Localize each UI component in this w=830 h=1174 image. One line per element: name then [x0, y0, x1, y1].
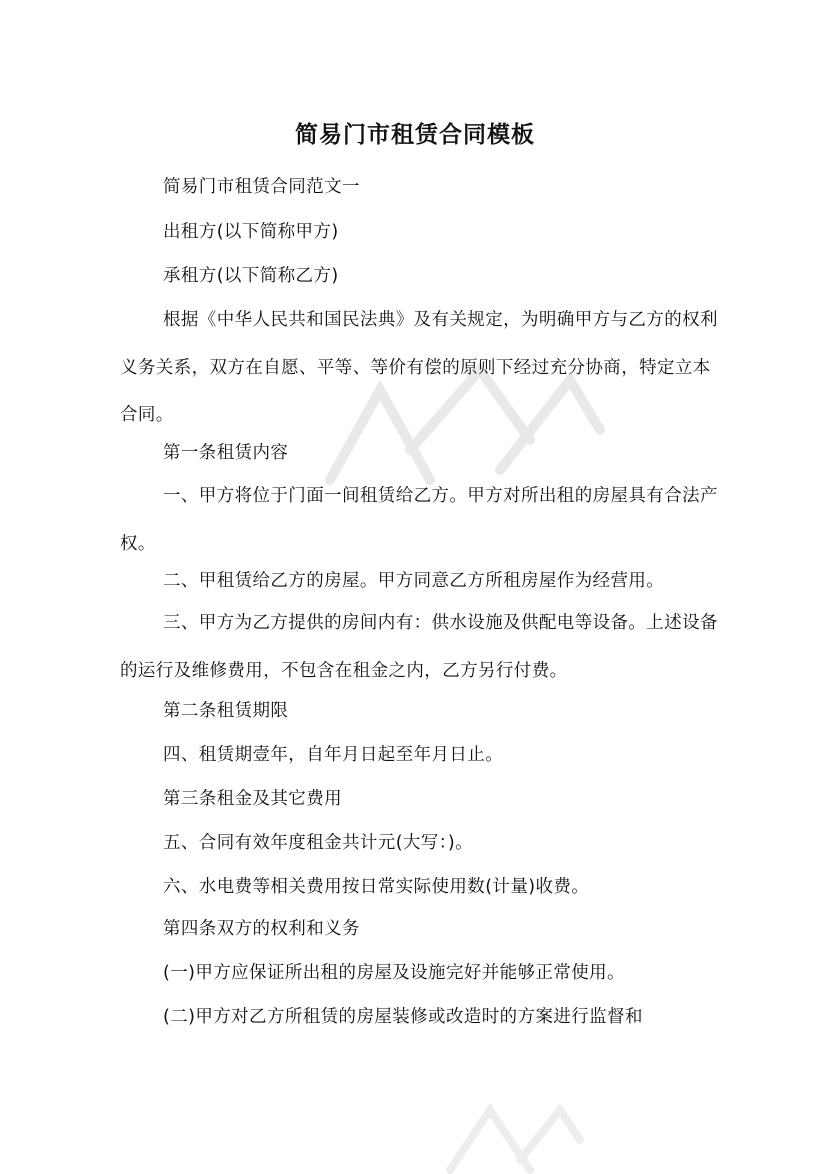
document-title: 简易门市租赁合同模板	[295, 122, 535, 148]
paragraph-obligation-1: (一)甲方应保证所出租的房屋及设施完好并能够正常使用。	[163, 963, 625, 983]
paragraph-clause-6: 六、水电费等相关费用按日常实际使用数(计量)收费。	[163, 877, 590, 897]
paragraph-clause-2: 二、甲租赁给乙方的房屋。甲方同意乙方所租房屋作为经营用。	[163, 571, 665, 591]
paragraph-article-1: 第一条租赁内容	[163, 443, 289, 463]
paragraph-article-2: 第二条租赁期限	[163, 701, 289, 721]
paragraph-preamble: 根据《中华人民共和国民法典》及有关规定，为明确甲方与乙方的权利义务关系，双方在自愿、平等、等价有偿的原则下经过充分协商，特定立本合同。	[120, 310, 718, 425]
paragraph-obligation-2: (二)甲方对乙方所租赁的房屋装修或改造时的方案进行监督和	[163, 1007, 643, 1027]
paragraph-lessee: 承租方(以下简称乙方)	[163, 266, 339, 286]
paragraph-clause-4: 四、租赁期壹年，自年月日起至年月日止。	[163, 745, 504, 765]
watermark-logo-bottom	[430, 1090, 590, 1174]
paragraph-article-4: 第四条双方的权利和义务	[163, 919, 360, 939]
paragraph-clause-5: 五、合同有效年度租金共计元(大写：)。	[163, 833, 474, 853]
paragraph-article-3: 第三条租金及其它费用	[163, 789, 342, 809]
paragraph-clause-3: 三、甲方为乙方提供的房间内有：供水设施及供配电等设备。上述设备的运行及维修费用，不包含在租金之内，乙方另行付费。	[120, 613, 718, 681]
paragraph-heading-sample: 简易门市租赁合同范文一	[163, 177, 360, 197]
paragraph-clause-1: 一、甲方将位于门面一间租赁给乙方。甲方对所出租的房屋具有合法产权。	[120, 486, 718, 554]
paragraph-lessor: 出租方(以下简称甲方)	[163, 222, 339, 242]
